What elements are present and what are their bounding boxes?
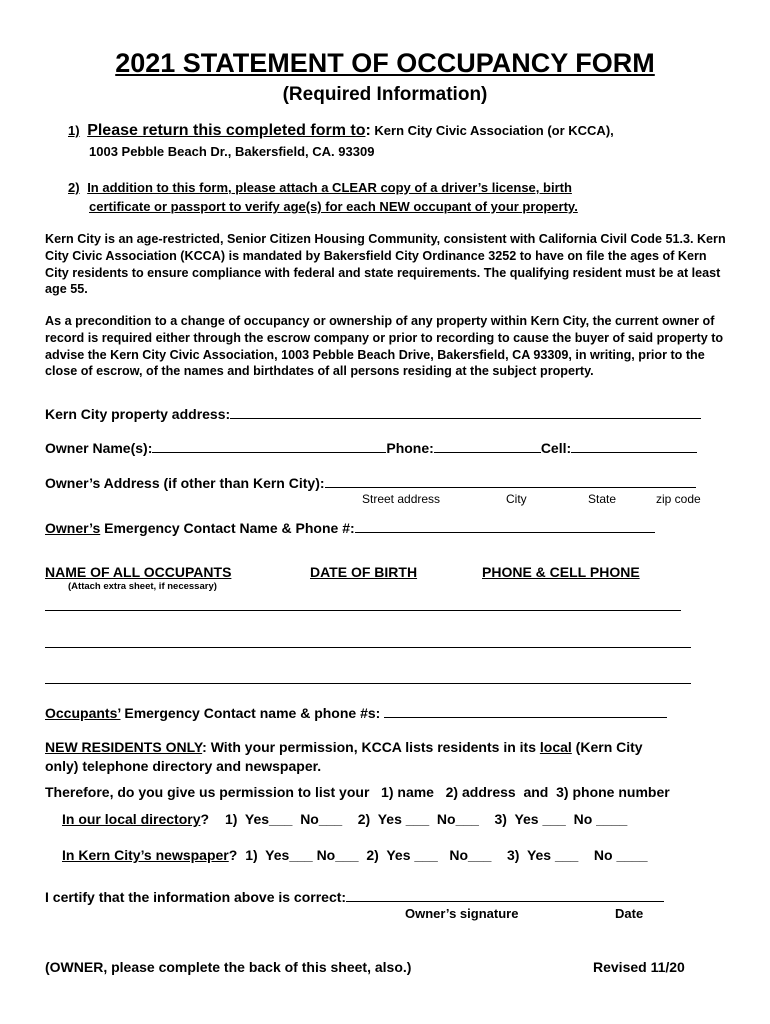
phone-label: Phone: [386, 440, 434, 456]
owner-emergency-field[interactable] [355, 519, 655, 533]
precondition-paragraph: As a precondition to a change of occupancy or ownership of any property within Kern City, the current owner of record is required either through the escrow company or prior to recording to cause the buyer of said property to advise the Kern City Civic Association, 1003 Pebble Beach Drive, Bakersfield, CA 93309, in writing, prior to the close of escrow, of the names and birthdates of all persons residing at the subject property. [45, 314, 724, 379]
directory-row [62, 811, 627, 827]
property-address-field[interactable] [230, 405, 701, 419]
phone-field[interactable] [434, 439, 541, 453]
owner-names-field[interactable] [152, 439, 386, 453]
property-address-row [45, 405, 701, 422]
item2-text-line1: In addition to this form, please attach a CLEAR copy of a driver’s license, birth [87, 180, 572, 195]
state-caption: State [588, 492, 617, 506]
age-restriction-paragraph: Kern City is an age-restricted, Senior Citizen Housing Community, consistent with California Civil Code 51.3. Kern City Civic Association (KCCA) is mandated by Bakersfield City Ordinance 3252 to have on file the ages of Kern City residents to ensure compliance with federal and state requirements. The qualifying resident must be at least age 55. [45, 232, 726, 297]
form-title: 2021 STATEMENT OF OCCUPANCY FORM [115, 48, 655, 78]
owner-emergency-row [45, 519, 655, 536]
date-caption: Date [615, 906, 644, 921]
newspaper-label: In Kern City’s newspaper [62, 847, 229, 863]
occupants-dob-header: DATE OF BIRTH [310, 564, 418, 580]
property-address-label: Kern City property address: [45, 406, 231, 422]
occupants-name-header: NAME OF ALL OCCUPANTS [45, 564, 232, 580]
revision-label: Revised 11/20 [593, 959, 685, 975]
owner-address-row [45, 474, 696, 491]
owner-address-label: Owner’s Address (if other than Kern City): [45, 475, 325, 491]
occupants-phone-header: PHONE & CELL PHONE [482, 564, 640, 580]
occupants-emergency-label: Emergency Contact name & phone #s: [120, 705, 381, 721]
item1-colon: : [365, 122, 371, 139]
item1-line1 [68, 122, 614, 140]
certify-label: I certify that the information above is correct: [45, 889, 347, 905]
signature-field[interactable] [346, 888, 664, 902]
city-caption: City [506, 492, 527, 506]
directory-label: In our local directory [62, 811, 201, 827]
item2-line1 [68, 180, 572, 195]
occupant-line-2[interactable] [45, 647, 691, 648]
new-residents-text2: (Kern City [571, 739, 643, 755]
new-residents-text1: : With your permission, KCCA lists residents in its [202, 739, 540, 755]
owner-signature-caption: Owner’s signature [405, 906, 519, 921]
occupant-line-1[interactable] [45, 610, 681, 611]
item2-number: 2) [68, 180, 80, 195]
zip-caption: zip code [656, 492, 701, 506]
attach-extra-note: (Attach extra sheet, if necessary) [68, 581, 217, 592]
new-residents-line2: only) telephone directory and newspaper. [45, 758, 322, 774]
item1-lead: Please return this completed form to [87, 122, 366, 139]
occupants-emergency-field[interactable] [384, 704, 667, 718]
new-residents-line1 [45, 739, 643, 755]
owners-word: Owner’s [45, 520, 101, 536]
permission-question: Therefore, do you give us permission to list your 1) name 2) address and 3) phone number [45, 784, 670, 800]
occupants-word: Occupants’ [45, 705, 121, 721]
item1-address-line1: Kern City Civic Association (or KCCA), [374, 123, 614, 138]
local-word: local [539, 739, 572, 755]
owner-emergency-label: Emergency Contact Name & Phone #: [100, 520, 355, 536]
directory-question-mark: ? [200, 811, 210, 827]
occupants-emergency-row [45, 704, 667, 721]
cell-label: Cell: [540, 440, 572, 456]
owner-address-field[interactable] [325, 474, 696, 488]
street-address-caption: Street address [362, 492, 441, 506]
owner-names-label: Owner Name(s): [45, 440, 153, 456]
newspaper-row [62, 847, 648, 863]
occupant-line-3[interactable] [45, 683, 691, 684]
newspaper-options[interactable]: 1) Yes___ No___ 2) Yes ___ No___ 3) Yes ___ No ____ [245, 847, 648, 863]
item1-address-line2: 1003 Pebble Beach Dr., Bakersfield, CA. 93309 [89, 144, 375, 159]
directory-options[interactable]: 1) Yes___ No___ 2) Yes ___ No___ 3) Yes ___ No ____ [224, 811, 628, 827]
form-subtitle: (Required Information) [282, 84, 488, 105]
owner-names-row [45, 439, 697, 456]
cell-field[interactable] [571, 439, 697, 453]
new-residents-lead: NEW RESIDENTS ONLY [45, 739, 203, 755]
footer-note: (OWNER, please complete the back of this sheet, also.) [45, 959, 412, 975]
item2-text-line2: certificate or passport to verify age(s) for each NEW occupant of your property. [89, 199, 578, 214]
newspaper-question-mark: ? [228, 847, 238, 863]
certify-row [45, 888, 664, 905]
item1-number: 1) [68, 123, 80, 138]
